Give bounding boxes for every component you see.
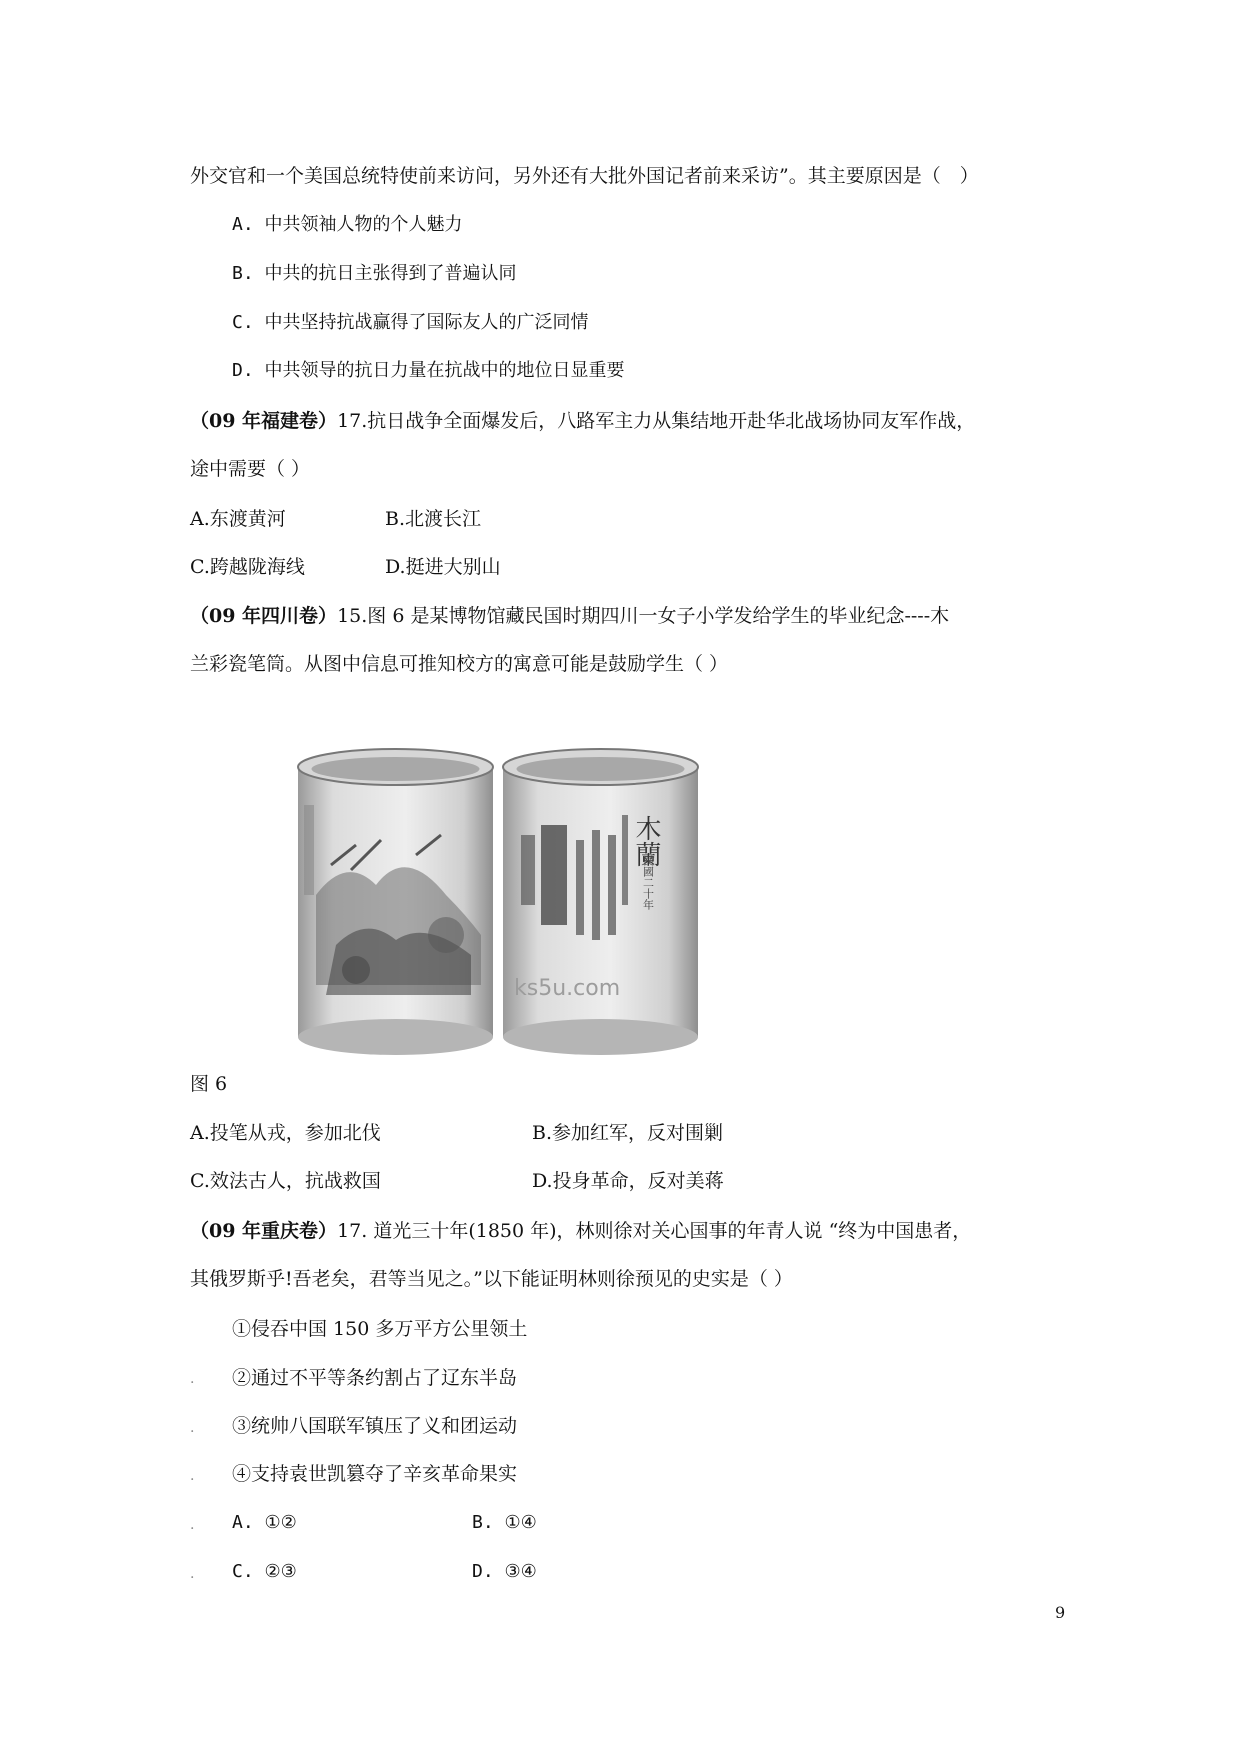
q3-stem-line2: 兰彩瓷笔筒。从图中信息可推知校方的寓意可能是鼓励学生（ ） [190, 653, 729, 675]
q4-option-b: B. ①④ [472, 1512, 537, 1533]
margin-dot: . [190, 1468, 195, 1484]
q1-option-b: B. 中共的抗日主张得到了普遍认同 [232, 263, 517, 284]
inscription-mulan: 木蘭 [631, 815, 661, 867]
watermark-text: ks5u.com [514, 976, 621, 1001]
q4-stem-line1 [190, 1218, 971, 1244]
q4-stem-line2: 其俄罗斯乎!吾老矣，君等当见之。”以下能证明林则徐预见的史实是（ ） [190, 1268, 793, 1290]
brush-pots-figure [296, 745, 710, 1060]
q3-stem-line1 [190, 603, 949, 629]
page-number: 9 [1055, 1603, 1066, 1622]
q4-stem-text: 17. 道光三十年(1850 年)，林则徐对关心国事的年青人说 “终为中国患者， [337, 1220, 972, 1242]
right-brush-pot [503, 749, 698, 1055]
q4-source: （09 年重庆卷） [190, 1220, 338, 1242]
q2-option-a: A.东渡黄河 [190, 508, 286, 530]
q2-stem-line1 [190, 408, 975, 434]
margin-dot: . [190, 1566, 195, 1582]
q1-option-c: C. 中共坚持抗战赢得了国际友人的广泛同情 [232, 312, 589, 333]
q3-option-a: A.投笔从戎，参加北伐 [190, 1122, 381, 1144]
inscription-date: 民國二十年 [641, 855, 655, 910]
q4-option-a: A. ①② [232, 1512, 297, 1533]
q2-stem-line2: 途中需要（ ） [190, 458, 311, 480]
left-brush-pot [298, 749, 493, 1055]
q1-option-a: A. 中共领袖人物的个人魅力 [232, 214, 463, 235]
figure-caption: 图 6 [190, 1073, 228, 1095]
q2-option-c: C.跨越陇海线 [190, 556, 305, 578]
margin-dot: . [190, 1371, 195, 1387]
q1-option-d: D. 中共领导的抗日力量在抗战中的地位日显重要 [232, 360, 625, 381]
q2-source: （09 年福建卷） [190, 410, 338, 432]
q3-option-b: B.参加红军，反对围剿 [532, 1122, 724, 1144]
q3-stem-text: 15.图 6 是某博物馆藏民国时期四川一女子小学发给学生的毕业纪念----木 [337, 605, 950, 627]
q2-stem-text: 17.抗日战争全面爆发后，八路军主力从集结地开赴华北战场协同友军作战， [337, 410, 976, 432]
q2-option-d: D.挺进大别山 [385, 556, 501, 578]
q4-item-3: ③统帅八国联军镇压了义和团运动 [232, 1415, 518, 1437]
q3-option-d: D.投身革命，反对美蒋 [532, 1170, 724, 1192]
q4-option-d: D. ③④ [472, 1561, 537, 1582]
q4-item-1: ①侵吞中国 150 多万平方公里领土 [232, 1318, 528, 1340]
q4-item-2: ②通过不平等条约割占了辽东半岛 [232, 1367, 518, 1389]
q4-item-4: ④支持袁世凯篡夺了辛亥革命果实 [232, 1463, 518, 1485]
q2-option-b: B.北渡长江 [385, 508, 482, 530]
intro-line: 外交官和一个美国总统特使前来访问，另外还有大批外国记者前来采访”。其主要原因是（ ） [190, 165, 979, 187]
q4-option-c: C. ②③ [232, 1561, 297, 1582]
q3-source: （09 年四川卷） [190, 605, 338, 627]
margin-dot: . [190, 1517, 195, 1533]
q3-option-c: C.效法古人，抗战救国 [190, 1170, 381, 1192]
margin-dot: . [190, 1420, 195, 1436]
